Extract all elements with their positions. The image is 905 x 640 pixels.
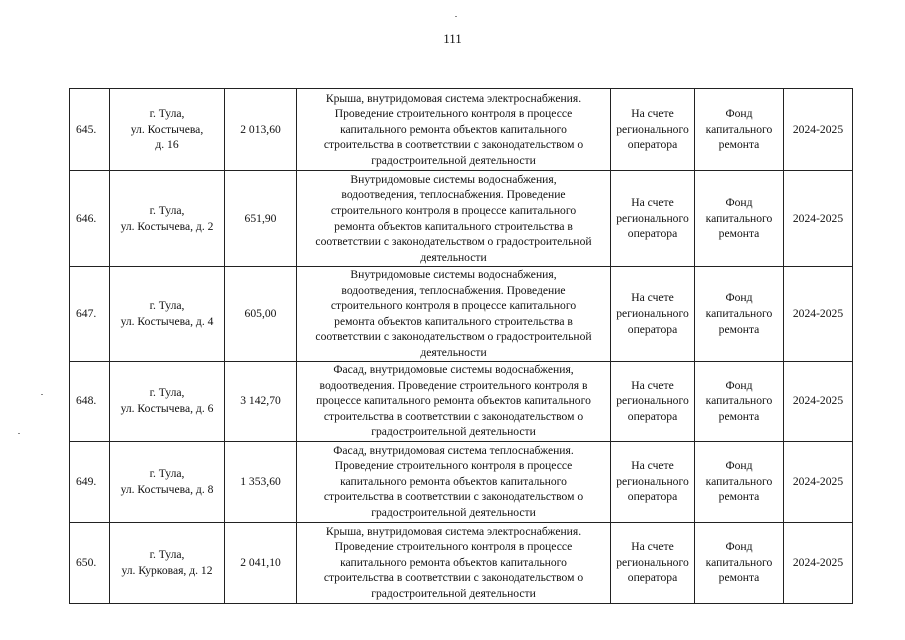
scan-speck xyxy=(18,433,20,434)
period-cell: 2024-2025 xyxy=(784,361,853,441)
row-number: 647. xyxy=(70,267,110,362)
row-number: 646. xyxy=(70,171,110,267)
work-description-cell: Внутридомовые системы водоснабжения, водоотведения, теплоснабжения. Проведение строительного контроля в процессе капитального ремонта объектов капитального строительства в соответствии с законодательством о градостроительной деятельности xyxy=(297,267,611,362)
funding-source-cell: Фонд капитального ремонта xyxy=(695,267,784,362)
account-owner-cell: На счете регионального оператора xyxy=(611,267,695,362)
funding-source-cell: Фонд капитального ремонта xyxy=(695,171,784,267)
table-row xyxy=(70,361,853,441)
row-number: 649. xyxy=(70,441,110,522)
amount-cell: 605,00 xyxy=(225,267,297,362)
page-number: 111 xyxy=(443,31,462,46)
amount-cell: 1 353,60 xyxy=(225,441,297,522)
amount-cell: 651,90 xyxy=(225,171,297,267)
account-owner-cell: На счете регионального оператора xyxy=(611,522,695,603)
period-cell: 2024-2025 xyxy=(784,522,853,603)
funding-source-cell: Фонд капитального ремонта xyxy=(695,441,784,522)
amount-cell: 2 041,10 xyxy=(225,522,297,603)
funding-source-cell: Фонд капитального ремонта xyxy=(695,89,784,171)
address-cell: г. Тула, ул. Костычева, д. 4 xyxy=(110,267,225,362)
address-cell: г. Тула, ул. Костычева, д. 16 xyxy=(110,89,225,171)
work-description-cell: Крыша, внутридомовая система электроснабжения. Проведение строительного контроля в процессе капитального ремонта объектов капитального строительства в соответствии с законодательством о градостроительной деятельности xyxy=(297,89,611,171)
table-row xyxy=(70,89,853,171)
amount-cell: 3 142,70 xyxy=(225,361,297,441)
account-owner-cell: На счете регионального оператора xyxy=(611,361,695,441)
funding-source-cell: Фонд капитального ремонта xyxy=(695,361,784,441)
scan-speck xyxy=(41,394,43,395)
capital-repair-table xyxy=(69,88,853,604)
address-cell: г. Тула, ул. Костычева, д. 6 xyxy=(110,361,225,441)
amount-cell: 2 013,60 xyxy=(225,89,297,171)
period-cell: 2024-2025 xyxy=(784,89,853,171)
funding-source-cell: Фонд капитального ремонта xyxy=(695,522,784,603)
table-row xyxy=(70,171,853,267)
account-owner-cell: На счете регионального оператора xyxy=(611,171,695,267)
period-cell: 2024-2025 xyxy=(784,441,853,522)
period-cell: 2024-2025 xyxy=(784,171,853,267)
work-description-cell: Крыша, внутридомовая система электроснабжения. Проведение строительного контроля в процессе капитального ремонта объектов капитального строительства в соответствии с законодательством о градостроительной деятельности xyxy=(297,522,611,603)
address-cell: г. Тула, ул. Костычева, д. 8 xyxy=(110,441,225,522)
table-row xyxy=(70,267,853,362)
row-number: 645. xyxy=(70,89,110,171)
address-cell: г. Тула, ул. Курковая, д. 12 xyxy=(110,522,225,603)
account-owner-cell: На счете регионального оператора xyxy=(611,89,695,171)
table-row xyxy=(70,522,853,603)
work-description-cell: Фасад, внутридомовая система теплоснабжения. Проведение строительного контроля в процессе капитального ремонта объектов капитального строительства в соответствии с законодательством о градостроительной деятельности xyxy=(297,441,611,522)
address-cell: г. Тула, ул. Костычева, д. 2 xyxy=(110,171,225,267)
account-owner-cell: На счете регионального оператора xyxy=(611,441,695,522)
scan-speck xyxy=(455,16,457,17)
period-cell: 2024-2025 xyxy=(784,267,853,362)
table-row xyxy=(70,441,853,522)
work-description-cell: Внутридомовые системы водоснабжения, водоотведения, теплоснабжения. Проведение строительного контроля в процессе капитального ремонта объектов капитального строительства в соответствии с законодательством о градостроительной деятельности xyxy=(297,171,611,267)
work-description-cell: Фасад, внутридомовые системы водоснабжения, водоотведения. Проведение строительного контроля в процессе капитального ремонта объектов капитального строительства в соответствии с законодательством о градостроительной деятельности xyxy=(297,361,611,441)
row-number: 650. xyxy=(70,522,110,603)
row-number: 648. xyxy=(70,361,110,441)
